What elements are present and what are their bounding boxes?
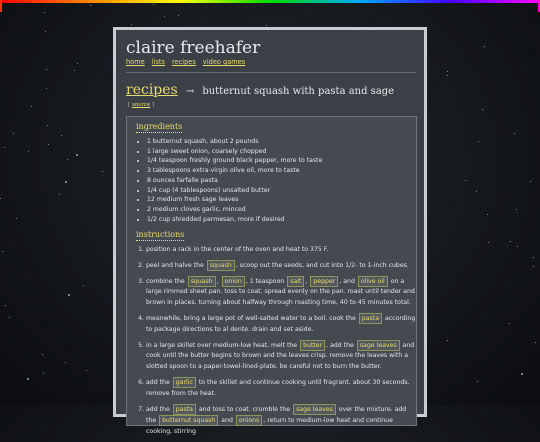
recipe-card [126,116,417,436]
star [13,133,14,134]
star [102,171,103,172]
instruction-step [146,404,416,438]
main-nav [126,58,250,66]
star [533,257,534,258]
star [83,285,84,286]
step-text: position a rack in the center of the oven and heat to 375 F. [146,246,329,253]
star [45,31,46,32]
ingredient-tag[interactable]: pasta [359,313,382,324]
ingredient-item: • 1/4 teaspoon freshly ground black pepper, more to taste [147,156,417,166]
step-text: add the [146,405,172,413]
star [514,133,515,134]
source-link[interactable]: source [131,102,151,108]
star [465,180,466,181]
star [48,144,49,145]
instruction-step [146,340,416,373]
step-text: and cook until the butter begins to brown and the leaves crisp. remove the leaves with a slotted spoon to a paper-towel-lined-plate. be careful not to burn the butter. [146,341,415,371]
instruction-step [146,245,416,256]
star [510,241,511,242]
instruction-step [146,276,416,309]
star [2,251,3,252]
ingredient-tag[interactable]: sage leaves [293,404,336,415]
star [164,16,165,17]
star [484,46,485,47]
ingredient-item: • 8 ounces farfalle pasta [147,176,417,186]
source-bracket-open: [ [128,102,131,108]
step-text: meanwhile, bring a large pot of well-salted water to a boil. cook the [146,314,358,322]
star [535,342,536,343]
ingredient-item: • 1/2 cup shredded parmesan, more if desired [147,215,417,225]
rainbow-border-left [0,0,2,12]
star [4,147,5,148]
breadcrumb [126,79,394,98]
instructions-list [136,245,416,442]
star [31,106,32,107]
star [266,25,267,26]
star [43,373,44,374]
star [9,317,10,318]
step-text: in a large skillet over medium-low heat, melt the [146,341,300,349]
step-text: to the skillet and continue cooking until fragrant, about 30 seconds. remove from the heat. [146,378,410,397]
step-text: , [216,277,221,285]
star [61,135,62,136]
star [46,69,47,70]
step-text: and [219,417,235,425]
star [447,340,448,341]
star [74,70,75,71]
star [27,378,29,380]
step-text: peel and halve the [146,261,206,269]
ingredient-tag[interactable]: pepper [310,276,338,287]
nav-link-lists[interactable]: lists [151,58,165,66]
star [28,151,29,152]
site-title: claire freehafer [126,38,261,58]
star [530,181,531,182]
rainbow-border-top [0,0,540,3]
ingredient-tag[interactable]: squash [188,276,216,287]
star [46,88,47,89]
nav-link-video-games[interactable]: video games [202,58,246,66]
star [65,181,67,183]
star [487,214,488,215]
step-text: combine the [146,277,187,285]
star [153,4,154,5]
instruction-step [146,313,416,336]
ingredient-tag[interactable]: sage leaves [357,340,400,351]
recipe-title: butternut squash with pasta and sage [202,86,395,97]
step-text: , 1 teaspoon [245,277,287,285]
step-text: , scoop out the seeds, and cut into 1/2- to 1-inch cubes. [235,261,409,269]
star [516,209,517,210]
star [42,354,43,355]
star [65,362,66,363]
nav-link-recipes[interactable]: recipes [172,58,196,66]
star [517,246,518,247]
ingredient-tag[interactable]: squash [207,260,235,271]
ingredient-tag[interactable]: onions [236,415,262,426]
star [90,5,91,6]
star [482,109,483,110]
ingredient-item: • 3 tablespoons extra-virgin olive oil, more to taste [147,166,417,176]
ingredient-tag[interactable]: olive oil [358,276,388,287]
star [16,218,17,219]
star [47,125,48,126]
star [86,370,87,371]
star [68,294,70,296]
step-text: add the [146,378,172,386]
step-text: , and [339,277,357,285]
ingredient-item: • 2 medium cloves garlic, minced [147,205,417,215]
star [0,198,1,199]
star [131,24,132,25]
star [67,159,68,160]
star [44,12,45,13]
step-text: according to package directions to al dente. drain and set aside. [146,314,416,333]
ingredients-heading: ingredients [136,122,183,131]
ingredient-tag[interactable]: pasta [173,404,196,415]
ingredient-tag[interactable]: butter [300,340,325,351]
nav-link-home[interactable]: home [126,58,145,66]
star [178,15,179,16]
star [478,141,479,142]
star [5,305,6,306]
star [447,75,448,76]
star [509,323,510,324]
star [447,71,448,72]
source-line [128,102,154,108]
star [521,373,523,375]
header-divider [126,72,416,73]
star [477,381,478,382]
ingredients-list [136,137,417,224]
instruction-step [146,377,416,400]
star [488,242,489,243]
star [533,266,534,267]
step-text: , [305,277,310,285]
ingredient-item: • 1 butternut squash, about 2 pounds [147,137,417,147]
star [476,191,477,192]
instructions-heading: instructions [136,230,185,239]
breadcrumb-recipes-link[interactable]: recipes [126,82,178,98]
ingredient-tag[interactable]: salt [287,276,304,287]
ingredient-tag[interactable]: garlic [173,377,196,388]
step-text: over the mixture. add the [146,405,407,425]
instruction-step [146,260,416,272]
star [59,194,60,195]
step-text: , add the [326,341,356,349]
step-text: , return to medium-low heat and continue cooking, stirring [146,417,393,436]
ingredient-item: • 12 medium fresh sage leaves [147,195,417,205]
page-panel [113,27,427,436]
ingredient-tag[interactable]: butternut squash [159,415,218,426]
breadcrumb-arrow: → [185,86,195,97]
ingredient-item: • 1/4 cup (4 tablespoons) unsalted butter [147,186,417,196]
step-text: on a large rimmed sheet pan. toss to coat. spread evenly on the pan. roast until tender and brown in places, turning about halfway through roasting time, 40 to 45 minutes total. [146,277,415,307]
step-text: and toss to coat. crumble the [196,405,293,413]
ingredient-tag[interactable]: onion [222,276,245,287]
ingredient-item: • 1 large sweet onion, coarsely chopped [147,147,417,157]
star [77,63,78,64]
source-bracket-close: ] [151,102,155,108]
star [76,154,78,156]
